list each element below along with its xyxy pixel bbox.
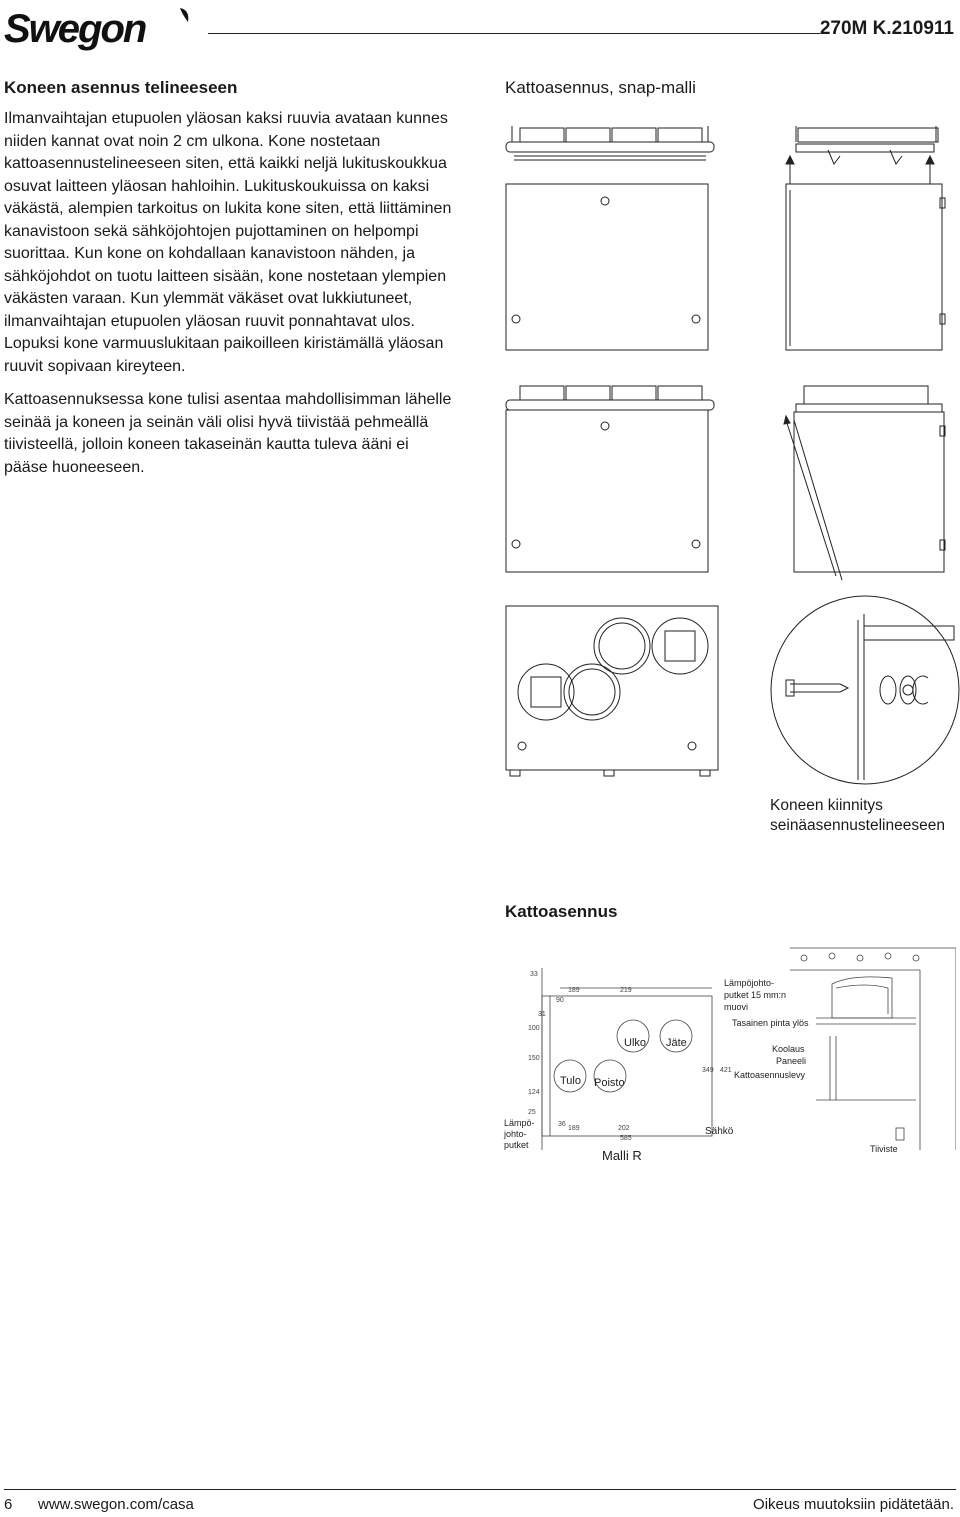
paragraph-install: Ilmanvaihtajan etupuolen yläosan kaksi ruuvia avataan kunnes niiden kannat ovat noin 2 cm ulkona. Kone nostetaan kattoasennustelineeseen siten, että kaikki neljä lukituskoukkua osuvat laitteen yläosan hahloihin. Lukituskoukuissa on kaksi väkästä, alempien tarkoitus on lukita kone siten, että liittäminen kanavistoon sekä sähköjohtojen pujottaminen on helpompi suorittaa. Kun kone on kohdallaan kanavistoon nähden, ja sähköjohdot on tuotu laitteen sisään, kone nostetaan ylempien väkästen varaan. Kun ylemmät väkäset ovat lukkiutuneet, ilmanvaihtajan etupuolen yläosan ruuvit ponnahtavat ulos. Lopuksi kone varmuuslukitaan paikoilleen kiristämällä yläosan ruuvit sopivaan kireyteen. <box>4 110 452 375</box>
dim-100: 100 <box>528 1025 540 1032</box>
dim-124: 124 <box>528 1089 540 1096</box>
ceiling-title: Kattoasennus <box>505 902 618 921</box>
wall-mount-detail <box>770 580 960 790</box>
label-lampojohto-2: putket 15 mm:n <box>724 990 787 1000</box>
logo-wordmark: Swegon <box>4 7 146 51</box>
page-number: 6 <box>4 1496 13 1513</box>
label-sahko: Sähkö <box>705 1126 734 1137</box>
paragraph-ceiling: Kattoasennuksessa kone tulisi asentaa mahdollisimman lähelle seinää ja koneen ja seinän väli olisi hyvä tiivistää pehmeällä tiivisteellä, jolloin koneen takaseinän kautta tuleva ääni ei pääse huoneeseen. <box>4 391 452 476</box>
dim-150: 150 <box>528 1055 540 1062</box>
label-lampo-2: johto- <box>504 1129 527 1139</box>
section-drawing <box>720 940 956 1160</box>
dim-349: 349 <box>702 1067 714 1074</box>
footer-rule <box>4 1489 956 1490</box>
label-kattoasennuslevy: Kattoasennuslevy <box>734 1070 806 1080</box>
label-lampo-1: Lämpö- <box>504 1118 535 1128</box>
footer-url[interactable]: www.swegon.com/casa <box>38 1496 194 1513</box>
document-code: 270M K.210911 <box>819 18 954 39</box>
label-paneeli: Paneeli <box>776 1056 807 1066</box>
dimension-drawing <box>500 960 745 1170</box>
label-lampojohto-1: Lämpöjohto- <box>724 978 775 988</box>
section-heading: Koneen asennus telineeseen <box>4 78 238 97</box>
unit-front-view-1 <box>500 120 720 360</box>
label-lampojohto-3: muovi <box>724 1002 749 1012</box>
dim-25: 25 <box>528 1109 536 1116</box>
dim-189b: 189 <box>568 1125 580 1132</box>
unit-side-view-1 <box>780 120 950 360</box>
label-jate: Jäte <box>666 1037 687 1049</box>
snap-model-title: Kattoasennus, snap-malli <box>505 78 696 97</box>
unit-front-view-2 <box>500 380 720 580</box>
dim-33: 33 <box>530 971 538 978</box>
unit-bottom-view <box>500 600 730 780</box>
label-lampo-3: putket <box>504 1140 529 1150</box>
label-tiiviste: Tiiviste <box>870 1144 898 1154</box>
dim-31: 31 <box>538 1011 546 1018</box>
label-ulko: Ulko <box>624 1037 647 1049</box>
footer-rights: Oikeus muutoksiin pidätetään. <box>753 1496 954 1513</box>
label-tasainen: Tasainen pinta ylös <box>732 1018 809 1028</box>
swegon-logo <box>2 2 202 54</box>
left-text-column <box>4 78 456 490</box>
dim-36: 36 <box>558 1121 566 1128</box>
dim-421: 421 <box>720 1067 732 1074</box>
dim-202: 202 <box>618 1125 630 1132</box>
dim-189: 189 <box>568 987 580 994</box>
dim-90: 90 <box>556 997 564 1004</box>
label-tulo: Tulo <box>560 1075 581 1087</box>
label-poisto: Poisto <box>594 1077 625 1089</box>
unit-side-view-2 <box>780 380 950 600</box>
label-malli-r: Malli R <box>602 1148 642 1163</box>
label-koolaus: Koolaus <box>772 1044 805 1054</box>
dim-585: 585 <box>620 1135 632 1142</box>
wall-caption: Koneen kiinnitys seinäasennustelineeseen <box>770 797 945 834</box>
dim-219: 219 <box>620 987 632 994</box>
header-rule <box>208 33 820 34</box>
